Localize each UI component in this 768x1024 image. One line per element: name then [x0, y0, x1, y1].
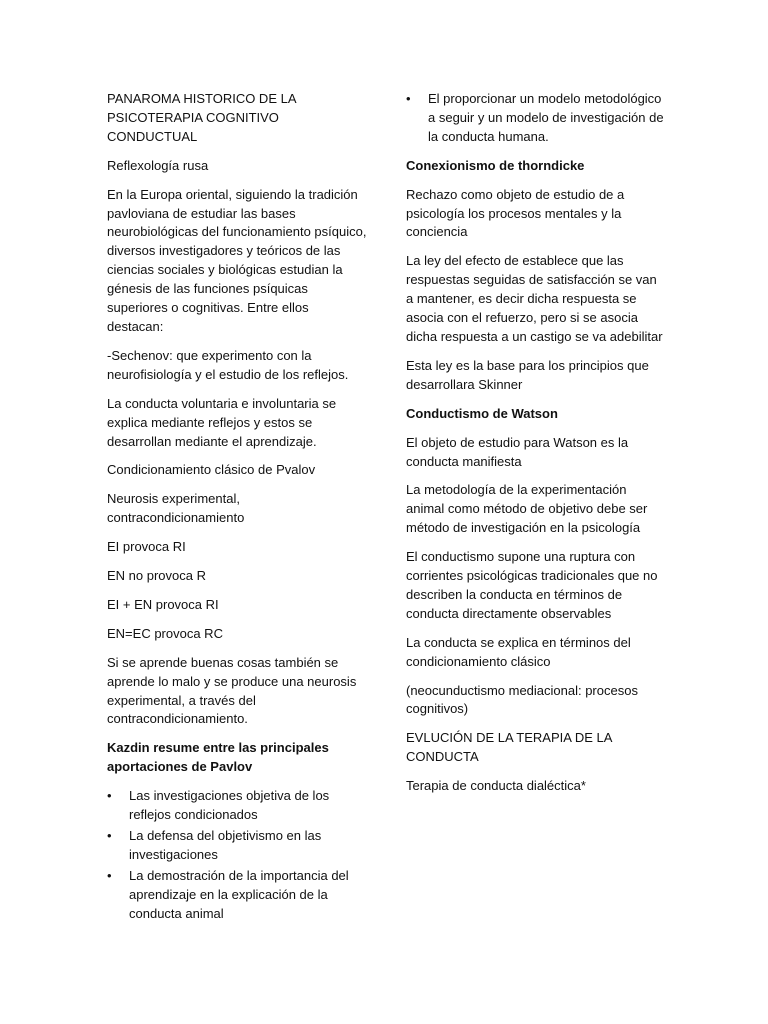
document-title: PANAROMA HISTORICO DE LA PSICOTERAPIA COGNITIVO CONDUCTUAL — [107, 91, 296, 144]
paragraph: La metodología de la experimentación animal como método de objetivo debe ser método de investigación en la psicología — [406, 482, 648, 536]
list-item — [406, 90, 666, 147]
paragraph: EN no provoca R — [107, 568, 206, 584]
paragraph: Si se aprende buenas cosas también se aprende lo malo y se produce una neurosis experimental, a través del contracondicionamiento. — [107, 654, 357, 727]
list-item-text: El proporcionar un modelo metodológico a seguir y un modelo de investigación de la conducta humana. — [428, 91, 664, 144]
list-item-text: Las investigaciones objetiva de los reflejos condicionados — [129, 788, 330, 823]
pavlov-contributions-list — [107, 787, 367, 923]
watson-heading: Conductismo de Watson — [406, 405, 558, 421]
list-item-text: La defensa del objetivismo en las investigaciones — [129, 828, 322, 862]
thorndike-heading: Conexionismo de thorndicke — [406, 157, 585, 173]
paragraph: El objeto de estudio para Watson es la conducta manifiesta — [406, 434, 629, 469]
list-item-text: La demostración de la importancia del aprendizaje en la explicación de la conducta animal — [129, 867, 349, 921]
bullet-icon: • — [107, 788, 112, 804]
paragraph: Terapia de conducta dialéctica* — [406, 778, 586, 794]
bullet-icon: • — [107, 828, 112, 843]
paragraph: EI provoca RI — [107, 539, 186, 555]
bullet-icon: • — [107, 867, 112, 883]
paragraph: El conductismo supone una ruptura con corrientes psicológicas tradicionales que no describen la conducta en términos de conducta directamente observables — [406, 549, 658, 621]
paragraph: Neurosis experimental, contracondicionamiento — [107, 491, 245, 526]
list-item — [107, 827, 367, 865]
paragraph: La ley del efecto de establece que las respuestas seguidas de satisfacción se van a mantener, es decir dicha respuesta se asocia con el refuerzo, pero si se asocia dicha respuesta a un castigo se va adebilitar — [406, 253, 663, 344]
paragraph: EI + EN provoca RI — [107, 596, 219, 612]
paragraph: Condicionamiento clásico de Pvalov — [107, 462, 316, 478]
left-column — [107, 90, 367, 934]
list-item — [107, 787, 367, 825]
bullet-icon: • — [406, 91, 411, 106]
paragraph: Rechazo como objeto de estudio de a psicología los procesos mentales y la conciencia — [406, 186, 625, 240]
paragraph: La conducta se explica en términos del condicionamiento clásico — [406, 634, 631, 669]
paragraph: Esta ley es la base para los principios que desarrollara Skinner — [406, 357, 649, 392]
list-item — [107, 867, 367, 924]
paragraph: En la Europa oriental, siguiendo la tradición pavloviana de estudiar las bases neurobiológicas del funcionamiento psíquico, diversos investigadores y teóricos de las ciencias sociales y biológicas estudian la génesis de las funciones psíquicas superiores o cognitivas. Entre ellos destacan: — [107, 186, 367, 334]
section-reflexologia: Reflexología rusa — [107, 157, 209, 173]
right-column — [406, 90, 666, 806]
pavlov-contributions-list-continued — [406, 90, 666, 147]
kazdin-heading: Kazdin resume entre las principales aportaciones de Pavlov — [107, 740, 329, 775]
evolution-heading: EVLUCIÓN DE LA TERAPIA DE LA CONDUCTA — [406, 730, 612, 765]
paragraph: EN=EC provoca RC — [107, 625, 223, 641]
paragraph: -Sechenov: que experimento con la neurofisiología y el estudio de los reflejos. — [107, 347, 349, 382]
paragraph: La conducta voluntaria e involuntaria se explica mediante reflejos y estos se desarrollan mediante el aprendizaje. — [107, 395, 337, 449]
paragraph: (neocunductismo mediacional: procesos cognitivos) — [406, 682, 638, 717]
